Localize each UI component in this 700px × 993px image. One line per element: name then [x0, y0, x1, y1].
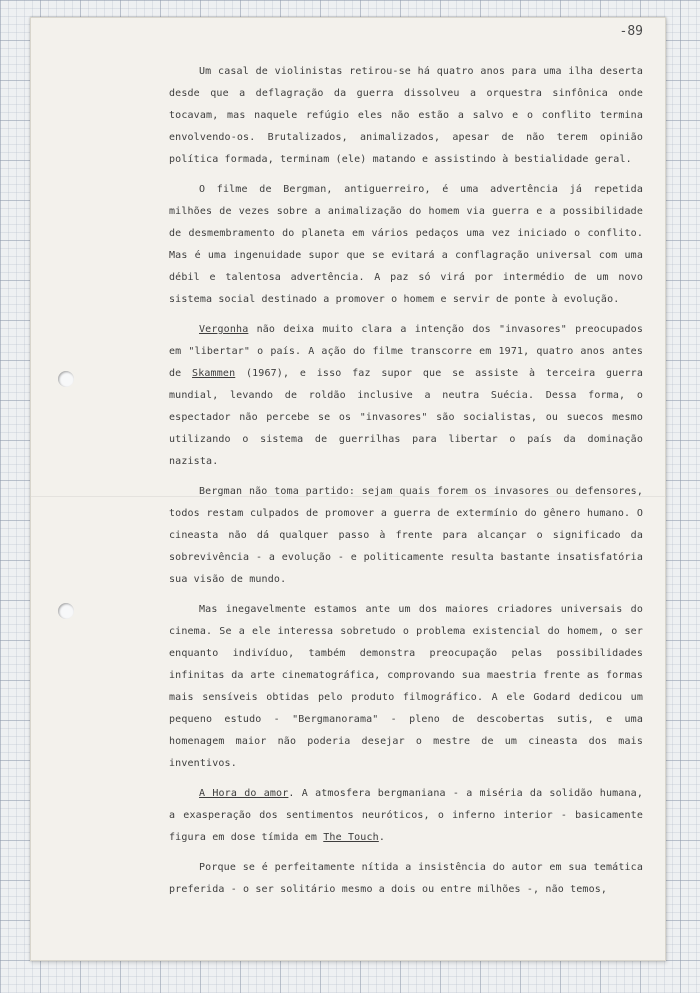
body-text	[169, 61, 643, 901]
paragraph-6-text-cont: .	[378, 832, 385, 843]
paragraph-3	[169, 319, 643, 473]
film-title-skammen: Skammen	[192, 368, 236, 379]
paragraph-7: Porque se é perfeitamente nítida a insistência do autor em sua temática preferida - o ser solitário mesmo a dois ou entre milhões -, não temos,	[169, 862, 643, 895]
film-title-the-touch: The Touch	[323, 832, 379, 843]
film-title-a-hora-do-amor: A Hora do amor	[199, 788, 289, 799]
page-number: -89	[619, 24, 643, 39]
paragraph-6-text: . A atmosfera bergmaniana - a miséria da solidão humana, a exasperação dos sentimentos neuróticos, o inferno interior - basicamente figura em dose tímida em	[169, 788, 643, 843]
paragraph-2: O filme de Bergman, antiguerreiro, é uma advertência já repetida milhões de vezes sobre a animalização do homem via guerra e a possibilidade de desmembramento do planeta em vários pedaços uma vez iniciado o conflito. Mas é uma ingenuidade supor que se evitará a conflagração universal com uma débil e talentosa advertência. A paz só virá por intermédio de um novo sistema social destinado a promover o homem e servir de ponte à evolução.	[169, 184, 643, 305]
film-title-vergonha: Vergonha	[199, 324, 249, 335]
punch-hole-top	[58, 371, 74, 387]
paragraph-4: Bergman não toma partido: sejam quais forem os invasores ou defensores, todos restam culpados de promover a guerra de extermínio do gênero humano. O cineasta não dá qualquer passo à frente para alcançar o significado da sobrevivência - a evolução - e politicamente resulta bastante insatisfatória sua visão de mundo.	[169, 486, 643, 585]
punch-hole-bottom	[58, 603, 74, 619]
paragraph-3-text-cont: (1967), e isso faz supor que se assiste à terceira guerra mundial, levando de roldão inclusive a neutra Suécia. Dessa forma, o espectador não percebe se os "invasores" são socialistas, ou suecos mesmo utilizando o sistema de guerrilhas para libertar o país da dominação nazista.	[169, 368, 643, 467]
paragraph-6	[169, 783, 643, 849]
paragraph-1: Um casal de violinistas retirou-se há quatro anos para uma ilha deserta desde que a deflagração da guerra dissolveu a orquestra sinfônica onde tocavam, mas naquele refúgio eles não estão a salvo e o conflito termina envolvendo-os. Brutalizados, animalizados, apesar de não terem opinião política formada, terminam (ele) matando e assistindo à bestialidade geral.	[169, 66, 643, 165]
paragraph-5: Mas inegavelmente estamos ante um dos maiores criadores universais do cinema. Se a ele interessa sobretudo o problema existencial do homem, o ser enquanto indivíduo, também demonstra preocupação pelas possibilidades infinitas da arte cinematográfica, comprovando sua maestria frente as formas mais sensíveis obtidas pelo produto filmográfico. A ele Godard dedicou um pequeno estudo - "Bergmanorama" - pleno de descobertas sutis, e uma homenagem maior não poderia desejar o mestre de um cineasta dos mais inventivos.	[169, 604, 643, 769]
document-page	[30, 17, 666, 961]
paragraph-3-text: não deixa muito clara a intenção dos "invasores" preocupados em "libertar" o país. A ação do filme transcorre em 1971, quatro anos antes de	[169, 324, 643, 379]
